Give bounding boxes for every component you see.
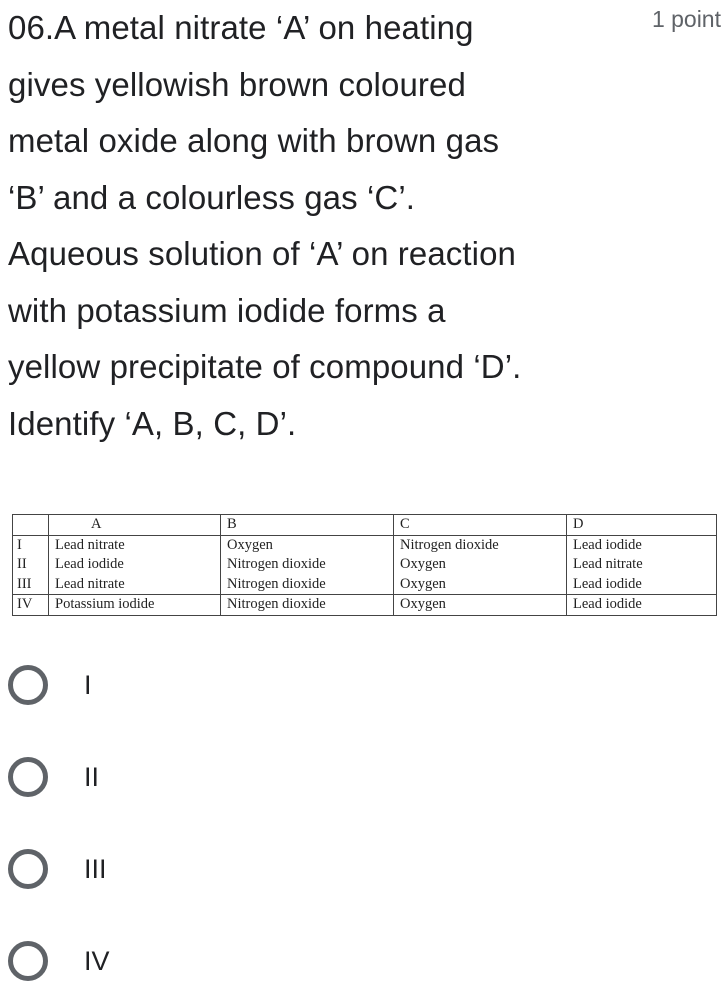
question-text	[8, 0, 618, 452]
table-cell: Lead iodide	[49, 555, 221, 575]
table-cell: Oxygen	[221, 535, 394, 555]
table-cell: Oxygen	[394, 595, 567, 616]
option-label: I	[84, 669, 92, 700]
option-iii[interactable]	[8, 839, 308, 899]
table-header-row	[13, 515, 717, 536]
table-cell: Nitrogen dioxide	[394, 535, 567, 555]
question-line: Identify ‘A, B, C, D’.	[8, 404, 297, 442]
option-label: II	[84, 761, 100, 792]
radio-button-icon[interactable]	[8, 849, 48, 889]
question-line: yellow precipitate of compound ‘D’.	[8, 348, 522, 385]
table-cell: Lead nitrate	[49, 575, 221, 595]
table-row	[13, 575, 717, 595]
table-cell: Lead nitrate	[567, 555, 717, 575]
table-header-cell: B	[221, 515, 394, 536]
table-cell: II	[13, 555, 49, 575]
question-line: 06.A metal nitrate ‘A’ on heating	[8, 9, 474, 46]
table-cell: Lead nitrate	[49, 535, 221, 555]
option-iv[interactable]	[8, 931, 308, 991]
table-cell: Lead iodide	[567, 595, 717, 616]
table-header-cell	[13, 515, 49, 536]
table-cell: Nitrogen dioxide	[221, 575, 394, 595]
table-row	[13, 595, 717, 616]
question-line: metal oxide along with brown gas	[8, 122, 500, 159]
answer-table	[12, 514, 717, 616]
option-ii[interactable]	[8, 747, 308, 807]
question-line: with potassium iodide forms a	[8, 291, 446, 329]
table-row	[13, 555, 717, 575]
option-label: IV	[84, 945, 110, 976]
table-cell: Nitrogen dioxide	[221, 555, 394, 575]
table-cell: Lead iodide	[567, 575, 717, 595]
table-cell: IV	[13, 595, 49, 616]
question-line: Aqueous solution of ‘A’ on reaction	[8, 235, 516, 272]
table-header-cell: D	[567, 515, 717, 536]
radio-button-icon[interactable]	[8, 757, 48, 797]
table-cell: Potassium iodide	[49, 595, 221, 616]
radio-button-icon[interactable]	[8, 665, 48, 705]
table-cell: Oxygen	[394, 555, 567, 575]
option-i[interactable]	[8, 655, 308, 715]
radio-button-icon[interactable]	[8, 941, 48, 981]
table-cell: Nitrogen dioxide	[221, 595, 394, 616]
table-row	[13, 535, 717, 555]
table-cell: Lead iodide	[567, 535, 717, 555]
table-cell: I	[13, 535, 49, 555]
option-label: III	[84, 853, 107, 884]
question-line: ‘B’ and a colourless gas ‘C’.	[8, 178, 416, 216]
table-header-cell: C	[394, 515, 567, 536]
question-line: gives yellowish brown coloured	[8, 65, 466, 103]
table-header-cell: A	[49, 515, 221, 536]
answer-table-image	[12, 514, 716, 616]
table-cell: III	[13, 575, 49, 595]
points-label: 1 point	[651, 6, 721, 32]
table-cell: Oxygen	[394, 575, 567, 595]
